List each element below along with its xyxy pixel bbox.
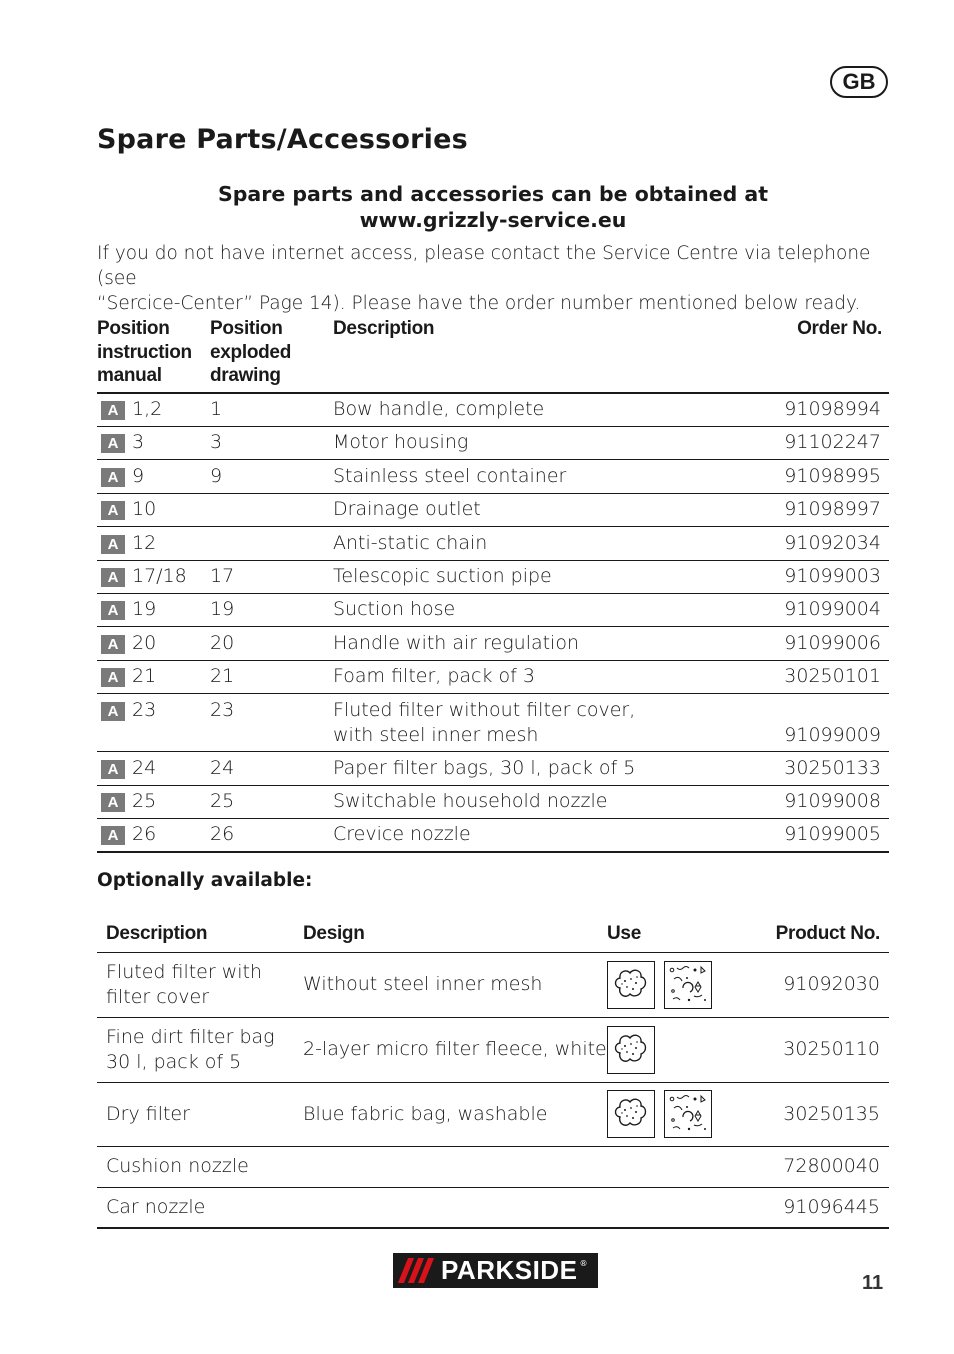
position-marker-a: A: [101, 501, 125, 520]
cell-order-no: 91099004: [784, 598, 881, 621]
cell-position-manual: 1,2: [132, 398, 163, 420]
logo-text: PARKSIDE: [441, 1255, 578, 1285]
opt-header-description: Description: [106, 923, 208, 944]
cell-description: Crevice nozzle: [333, 823, 471, 846]
header-line: drawing: [210, 365, 281, 386]
opt-row-divider: [97, 1017, 889, 1018]
cell-description: Stainless steel container: [333, 464, 567, 487]
cell-description: Drainage outlet: [333, 498, 481, 521]
logo-stripes: [403, 1258, 429, 1283]
dry-dust-icon: [607, 1026, 655, 1074]
cell-order-no: 91098997: [784, 498, 881, 521]
cell-position-manual: 21: [132, 665, 157, 688]
cell-description: 30 l, pack of 5: [106, 1050, 242, 1073]
cell-design: Without steel inner mesh: [303, 973, 543, 995]
cell-description: Telescopic suction pipe: [333, 565, 552, 587]
opt-header-design: Design: [303, 923, 365, 944]
opt-row-divider: [97, 1082, 889, 1083]
header-position-exploded-drawing: [210, 317, 291, 388]
cell-description: Fine dirt filter bag: [106, 1025, 275, 1048]
cell-product-no: 91096445: [783, 1196, 880, 1218]
cell-description: Switchable household nozzle: [333, 790, 608, 812]
opt-table-bottom-rule: [97, 1227, 889, 1229]
cell-position-drawing: 26: [210, 823, 235, 846]
intro-line-1: If you do not have internet access, please contact the Service Centre via telephone (see: [97, 243, 871, 289]
row-divider: [97, 693, 889, 694]
cell-order-no: 91099003: [784, 565, 881, 587]
cell-order-no: 91092034: [784, 531, 881, 554]
cell-position-manual: 9: [132, 464, 145, 487]
opt-header-product-no: Product No.: [775, 923, 880, 944]
row-divider: [97, 426, 889, 427]
intro-line-2: “Sercice-Center” Page 14). Please have the order number mentioned below ready.: [97, 293, 861, 314]
optional-title: Optionally available:: [97, 870, 313, 891]
row-divider: [97, 493, 889, 494]
opt-row-divider: [97, 1146, 889, 1147]
opt-row-divider: [97, 1187, 889, 1188]
cell-description: Fluted filter with: [106, 960, 263, 983]
row-divider: [97, 526, 889, 527]
language-badge: GB: [830, 66, 888, 98]
page-number: 11: [862, 1272, 884, 1294]
cell-product-no: 72800040: [783, 1155, 880, 1177]
row-divider: [97, 785, 889, 786]
cell-description: Bow handle, complete: [333, 398, 545, 420]
opt-table-top-rule: [97, 952, 889, 953]
cell-description: Paper filter bags, 30 l, pack of 5: [333, 756, 636, 779]
cell-position-manual: 17/18: [132, 565, 187, 587]
opt-header-use: Use: [607, 923, 641, 944]
position-marker-a: A: [101, 568, 125, 587]
cell-position-manual: 20: [132, 631, 157, 654]
cell-description: Foam filter, pack of 3: [333, 665, 535, 688]
position-marker-a: A: [101, 434, 125, 453]
cell-description: Dry filter: [106, 1102, 190, 1125]
cell-description: Suction hose: [333, 598, 456, 621]
cell-position-drawing: 24: [210, 756, 235, 779]
cell-position-drawing: 20: [210, 631, 235, 654]
header-line: exploded: [210, 341, 292, 363]
cell-product-no: 30250110: [783, 1038, 880, 1060]
cell-position-drawing: 3: [210, 431, 223, 454]
parkside-logo: [393, 1253, 598, 1288]
cell-order-no: 91098994: [784, 398, 881, 420]
cell-position-manual: 26: [132, 823, 157, 846]
position-marker-a: A: [101, 702, 125, 721]
cell-order-no: 91099009: [784, 723, 881, 746]
header-description: Description: [333, 318, 435, 339]
position-marker-a: A: [101, 601, 125, 620]
cell-position-drawing: 21: [210, 665, 235, 688]
intro-paragraph: [97, 241, 897, 316]
header-order-no: Order No.: [797, 318, 882, 339]
service-url-link[interactable]: www.grizzly-service.eu: [359, 208, 627, 232]
page-title: Spare Parts/Accessories: [97, 124, 468, 155]
cell-position-manual: 25: [132, 790, 157, 812]
row-divider: [97, 660, 889, 661]
logo-registered-mark: ®: [579, 1259, 588, 1268]
cell-position-drawing: 17: [210, 565, 235, 587]
cell-order-no: 30250101: [784, 665, 881, 688]
subtitle-line-1: Spare parts and accessories can be obtained at: [217, 182, 769, 206]
row-divider: [97, 593, 889, 594]
dry-dust-icon: [607, 961, 655, 1009]
position-marker-a: A: [101, 760, 125, 779]
position-marker-a: A: [101, 535, 125, 554]
cell-position-manual: 12: [132, 531, 157, 554]
cell-position-drawing: 9: [210, 464, 223, 487]
cell-product-no: 30250135: [783, 1102, 880, 1125]
header-line: instruction: [97, 341, 192, 363]
row-divider: [97, 818, 889, 819]
cell-order-no: 30250133: [784, 756, 881, 779]
header-position-instruction-manual: [97, 317, 192, 388]
cell-description: Anti-static chain: [333, 531, 488, 554]
cell-position-manual: 10: [132, 498, 157, 521]
dry-dust-icon: [607, 1090, 655, 1138]
position-marker-a: A: [101, 401, 125, 420]
header-line: Position: [97, 318, 170, 339]
cell-design: Blue fabric bag, washable: [303, 1102, 548, 1125]
cell-product-no: 91092030: [783, 973, 880, 995]
cell-position-drawing: 25: [210, 790, 235, 812]
header-line: manual: [97, 365, 162, 386]
cell-description: Motor housing: [333, 431, 469, 454]
cell-description: Car nozzle: [106, 1196, 206, 1218]
position-marker-a: A: [101, 468, 125, 487]
position-marker-a: A: [101, 668, 125, 687]
row-divider: [97, 459, 889, 460]
cell-order-no: 91099005: [784, 823, 881, 846]
cell-position-drawing: 23: [210, 698, 235, 721]
cell-position-manual: 3: [132, 431, 145, 454]
cell-position-manual: 24: [132, 756, 157, 779]
cell-position-drawing: 19: [210, 598, 235, 621]
cell-description: filter cover: [106, 985, 210, 1008]
cell-order-no: 91099008: [784, 790, 881, 812]
cell-order-no: 91102247: [784, 431, 881, 454]
cell-position-manual: 19: [132, 598, 157, 621]
cell-position-manual: 23: [132, 698, 157, 721]
row-divider: [97, 751, 889, 752]
cell-description: Cushion nozzle: [106, 1155, 249, 1177]
position-marker-a: A: [101, 793, 125, 812]
header-line: Position: [210, 318, 283, 339]
cell-description: with steel inner mesh: [333, 723, 539, 746]
cell-position-drawing: 1: [210, 398, 223, 420]
row-divider: [97, 560, 889, 561]
cell-order-no: 91099006: [784, 631, 881, 654]
position-marker-a: A: [101, 635, 125, 654]
table-top-rule: [97, 392, 889, 394]
row-divider: [97, 626, 889, 627]
table-bottom-rule: [97, 851, 889, 853]
cell-design: 2-layer micro filter fleece, white: [303, 1038, 607, 1060]
cell-description: Handle with air regulation: [333, 631, 580, 654]
cell-description: Fluted filter without filter cover,: [333, 698, 636, 721]
cell-order-no: 91098995: [784, 464, 881, 487]
position-marker-a: A: [101, 826, 125, 845]
